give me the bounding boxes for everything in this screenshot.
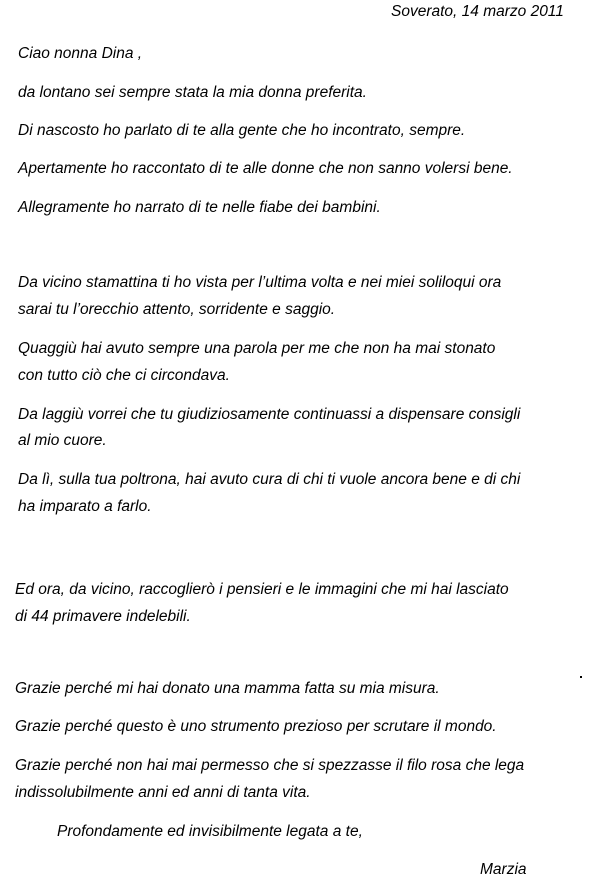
paragraph-line: da lontano sei sempre stata la mia donna preferita.	[18, 84, 367, 101]
paragraph-line: Da lì, sulla tua poltrona, hai avuto cura di chi ti vuole ancora bene e di chi	[18, 471, 521, 488]
closing: Profondamente ed invisibilmente legata a te,	[57, 823, 363, 840]
paragraph-line: con tutto ciò che ci circondava.	[18, 367, 230, 384]
paragraph-line: sarai tu l’orecchio attento, sorridente e saggio.	[18, 301, 336, 318]
place-date: Soverato, 14 marzo 2011	[391, 3, 564, 20]
greeting: Ciao nonna Dina ,	[18, 45, 143, 62]
paragraph-line: Da laggiù vorrei che tu giudiziosamente continuassi a dispensare consigli	[18, 406, 521, 423]
paragraph-line: Grazie perché non hai mai permesso che si spezzasse il filo rosa che lega	[15, 757, 525, 774]
paragraph-line: Quaggiù hai avuto sempre una parola per me che non ha mai stonato	[18, 340, 496, 357]
paragraph-line: di 44 primavere indelebili.	[15, 608, 191, 625]
signature: Marzia	[480, 861, 527, 878]
paragraph-line: Allegramente ho narrato di te nelle fiabe dei bambini.	[18, 199, 381, 216]
paragraph-line: Ed ora, da vicino, raccoglierò i pensieri e le immagini che mi hai lasciato	[15, 581, 509, 598]
paragraph-line: al mio cuore.	[18, 432, 107, 449]
paragraph-line: indissolubilmente anni ed anni di tanta vita.	[15, 784, 311, 801]
paragraph-line: Apertamente ho raccontato di te alle donne che non sanno volersi bene.	[18, 160, 513, 177]
paragraph-line: ha imparato a farlo.	[18, 498, 152, 515]
paragraph-line: Grazie perché questo è uno strumento prezioso per scrutare il mondo.	[15, 718, 497, 735]
paragraph-line: Da vicino stamattina ti ho vista per l’ultima volta e nei miei soliloqui ora	[18, 274, 502, 291]
stray-dot	[580, 676, 582, 678]
paragraph-line: Grazie perché mi hai donato una mamma fatta su mia misura.	[15, 680, 440, 697]
paragraph-line: Di nascosto ho parlato di te alla gente che ho incontrato, sempre.	[18, 122, 466, 139]
